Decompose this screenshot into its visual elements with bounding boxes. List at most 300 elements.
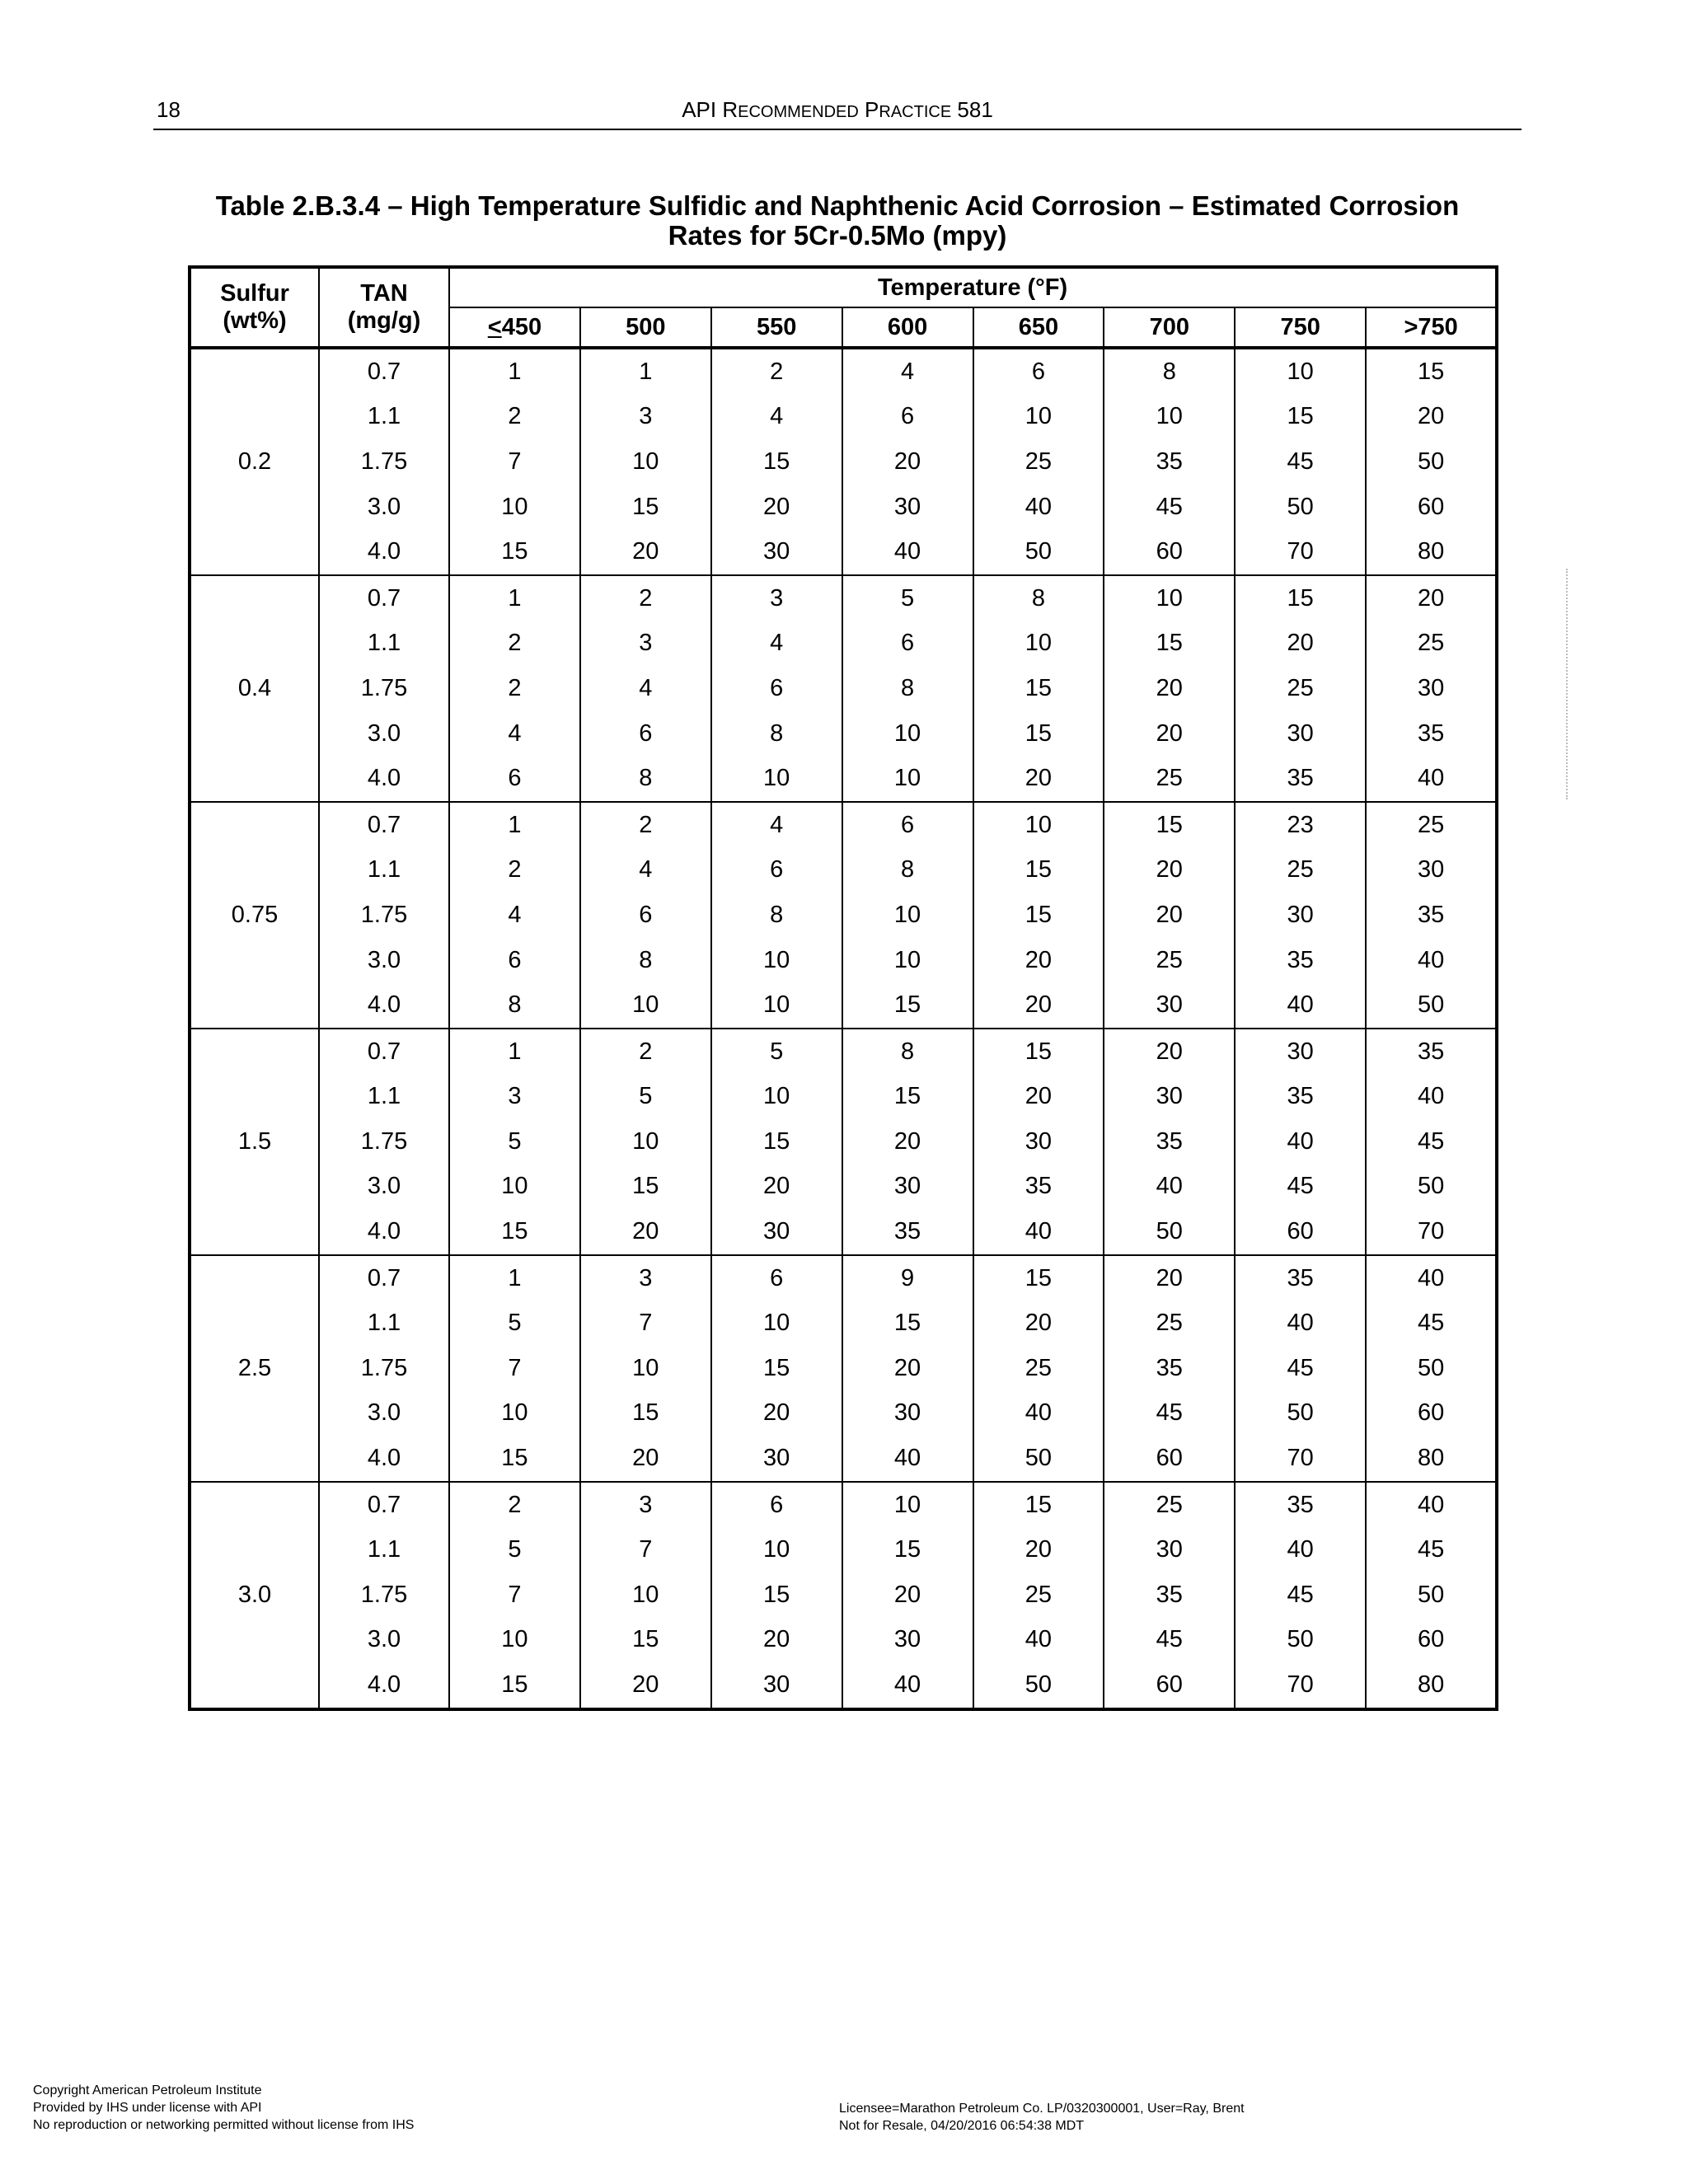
table-title bbox=[153, 191, 1522, 251]
rate-cell: 25 bbox=[1104, 756, 1235, 802]
rate-cell: 25 bbox=[1104, 1301, 1235, 1346]
table-row bbox=[190, 1391, 1497, 1436]
rate-cell: 40 bbox=[842, 529, 973, 575]
rate-cell: 35 bbox=[1366, 893, 1497, 938]
tan-cell: 1.75 bbox=[319, 666, 449, 711]
rate-cell: 70 bbox=[1235, 1662, 1366, 1709]
rate-cell: 2 bbox=[449, 395, 580, 440]
rate-cell: 20 bbox=[580, 1436, 711, 1482]
rate-cell: 50 bbox=[1235, 1618, 1366, 1663]
rate-cell: 80 bbox=[1366, 1662, 1497, 1709]
rate-cell: 8 bbox=[842, 666, 973, 711]
rate-cell: 10 bbox=[973, 621, 1104, 667]
rate-cell: 15 bbox=[842, 982, 973, 1029]
rate-cell: 10 bbox=[449, 1618, 580, 1663]
rate-cell: 4 bbox=[711, 395, 842, 440]
rate-cell: 15 bbox=[580, 1165, 711, 1210]
rate-cell: 5 bbox=[449, 1119, 580, 1165]
tan-cell: 4.0 bbox=[319, 529, 449, 575]
rate-cell: 45 bbox=[1235, 1165, 1366, 1210]
tan-cell: 0.7 bbox=[319, 1029, 449, 1075]
table-row bbox=[190, 1029, 1497, 1075]
rate-cell: 10 bbox=[580, 1346, 711, 1391]
rate-cell: 20 bbox=[580, 1662, 711, 1709]
rate-cell: 40 bbox=[973, 1391, 1104, 1436]
rate-cell: 40 bbox=[842, 1436, 973, 1482]
tan-column-header: TAN (mg/g) bbox=[319, 267, 449, 348]
rate-cell: 35 bbox=[1235, 1075, 1366, 1120]
rate-cell: 3 bbox=[449, 1075, 580, 1120]
rate-cell: 80 bbox=[1366, 1436, 1497, 1482]
rate-cell: 35 bbox=[1366, 1029, 1497, 1075]
rate-cell: 8 bbox=[580, 938, 711, 983]
rate-cell: 20 bbox=[1104, 848, 1235, 893]
table-row bbox=[190, 1436, 1497, 1482]
rate-cell: 35 bbox=[1104, 1572, 1235, 1618]
tan-cell: 1.1 bbox=[319, 848, 449, 893]
rate-cell: 50 bbox=[1235, 485, 1366, 530]
rate-cell: 15 bbox=[1366, 348, 1497, 395]
rate-cell: 40 bbox=[1366, 1255, 1497, 1301]
rate-cell: 20 bbox=[973, 1075, 1104, 1120]
rate-cell: 20 bbox=[842, 1119, 973, 1165]
rate-cell: 3 bbox=[711, 575, 842, 621]
footer-license: Licensee=Marathon Petroleum Co. LP/0320300001, User=Ray, Brent Not for Resale, 04/20/2016 06:54:38 MDT bbox=[839, 2102, 1245, 2133]
table-row bbox=[190, 982, 1497, 1029]
table-row bbox=[190, 711, 1497, 757]
tan-cell: 0.7 bbox=[319, 1482, 449, 1528]
rate-cell: 15 bbox=[711, 1346, 842, 1391]
table-row bbox=[190, 893, 1497, 938]
rate-cell: 7 bbox=[580, 1301, 711, 1346]
rate-cell: 80 bbox=[1366, 529, 1497, 575]
rate-cell: 15 bbox=[580, 1391, 711, 1436]
rate-cell: 10 bbox=[711, 1527, 842, 1572]
rate-cell: 40 bbox=[1235, 1119, 1366, 1165]
rate-cell: 60 bbox=[1235, 1209, 1366, 1255]
rate-cell: 23 bbox=[1235, 802, 1366, 848]
rate-cell: 4 bbox=[711, 621, 842, 667]
rate-cell: 50 bbox=[973, 529, 1104, 575]
tan-cell: 0.7 bbox=[319, 802, 449, 848]
tan-cell: 4.0 bbox=[319, 756, 449, 802]
rate-cell: 30 bbox=[842, 485, 973, 530]
rate-cell: 8 bbox=[842, 848, 973, 893]
sulfur-column-header: Sulfur (wt%) bbox=[190, 267, 319, 348]
rate-cell: 3 bbox=[580, 621, 711, 667]
rate-cell: 8 bbox=[711, 893, 842, 938]
rate-cell: 4 bbox=[580, 848, 711, 893]
rate-cell: 20 bbox=[973, 1301, 1104, 1346]
rate-cell: 15 bbox=[973, 848, 1104, 893]
rate-cell: 20 bbox=[842, 1572, 973, 1618]
rate-cell: 10 bbox=[1235, 348, 1366, 395]
rate-cell: 70 bbox=[1235, 529, 1366, 575]
rate-cell: 20 bbox=[711, 1618, 842, 1663]
rate-cell: 2 bbox=[580, 1029, 711, 1075]
table-row bbox=[190, 485, 1497, 530]
rate-cell: 15 bbox=[449, 1209, 580, 1255]
rate-cell: 15 bbox=[973, 893, 1104, 938]
rate-cell: 8 bbox=[973, 575, 1104, 621]
rate-cell: 15 bbox=[842, 1301, 973, 1346]
tan-cell: 1.75 bbox=[319, 893, 449, 938]
rate-cell: 50 bbox=[1366, 1572, 1497, 1618]
rate-cell: 15 bbox=[973, 711, 1104, 757]
rate-cell: 25 bbox=[973, 1346, 1104, 1391]
rate-cell: 50 bbox=[973, 1436, 1104, 1482]
table-row bbox=[190, 802, 1497, 848]
rate-cell: 40 bbox=[1366, 938, 1497, 983]
rate-cell: 4 bbox=[842, 348, 973, 395]
sulfur-cell: 3.0 bbox=[190, 1482, 319, 1709]
rate-cell: 20 bbox=[1366, 395, 1497, 440]
rate-cell: 40 bbox=[1366, 756, 1497, 802]
rate-cell: 50 bbox=[1104, 1209, 1235, 1255]
rate-cell: 60 bbox=[1104, 1662, 1235, 1709]
rate-cell: 15 bbox=[842, 1075, 973, 1120]
rate-cell: 2 bbox=[711, 348, 842, 395]
table-row bbox=[190, 1165, 1497, 1210]
rate-cell: 20 bbox=[580, 529, 711, 575]
rate-cell: 15 bbox=[580, 1618, 711, 1663]
rate-cell: 10 bbox=[580, 439, 711, 485]
rate-cell: 70 bbox=[1366, 1209, 1497, 1255]
rate-cell: 5 bbox=[842, 575, 973, 621]
table-row bbox=[190, 938, 1497, 983]
tan-cell: 1.1 bbox=[319, 395, 449, 440]
rate-cell: 15 bbox=[580, 485, 711, 530]
rate-cell: 10 bbox=[711, 1301, 842, 1346]
rate-cell: 5 bbox=[449, 1527, 580, 1572]
rate-cell: 8 bbox=[449, 982, 580, 1029]
rate-cell: 25 bbox=[1366, 621, 1497, 667]
temperature-header-cell: 500 bbox=[580, 307, 711, 348]
rate-cell: 15 bbox=[842, 1527, 973, 1572]
rate-cell: 10 bbox=[449, 485, 580, 530]
rate-cell: 7 bbox=[580, 1527, 711, 1572]
rate-cell: 10 bbox=[1104, 395, 1235, 440]
rate-cell: 15 bbox=[1104, 802, 1235, 848]
rate-cell: 8 bbox=[842, 1029, 973, 1075]
rate-cell: 50 bbox=[1235, 1391, 1366, 1436]
rate-cell: 6 bbox=[580, 893, 711, 938]
rate-cell: 40 bbox=[1235, 1527, 1366, 1572]
rate-cell: 20 bbox=[973, 938, 1104, 983]
rate-cell: 10 bbox=[711, 982, 842, 1029]
table-row bbox=[190, 529, 1497, 575]
footer-copyright: Copyright American Petroleum Institute Provided by IHS under license with API No reproduction or networking permitted without license from IHS bbox=[33, 2083, 415, 2132]
tan-cell: 1.1 bbox=[319, 1075, 449, 1120]
table-row bbox=[190, 666, 1497, 711]
rate-cell: 35 bbox=[1235, 1482, 1366, 1528]
table-row bbox=[190, 1618, 1497, 1663]
rate-cell: 10 bbox=[711, 1075, 842, 1120]
sulfur-cell: 1.5 bbox=[190, 1029, 319, 1255]
rate-cell: 7 bbox=[449, 1572, 580, 1618]
rate-cell: 15 bbox=[711, 439, 842, 485]
rate-cell: 45 bbox=[1366, 1119, 1497, 1165]
rate-cell: 1 bbox=[449, 1029, 580, 1075]
rate-cell: 20 bbox=[1104, 1255, 1235, 1301]
tan-cell: 4.0 bbox=[319, 1662, 449, 1709]
rate-cell: 2 bbox=[449, 621, 580, 667]
rate-cell: 20 bbox=[973, 1527, 1104, 1572]
rate-cell: 5 bbox=[449, 1301, 580, 1346]
rate-cell: 70 bbox=[1235, 1436, 1366, 1482]
sulfur-cell: 0.4 bbox=[190, 575, 319, 802]
rate-cell: 9 bbox=[842, 1255, 973, 1301]
rate-cell: 2 bbox=[449, 848, 580, 893]
table-row bbox=[190, 575, 1497, 621]
rate-cell: 10 bbox=[842, 756, 973, 802]
rate-cell: 35 bbox=[973, 1165, 1104, 1210]
rate-cell: 7 bbox=[449, 439, 580, 485]
rate-cell: 3 bbox=[580, 1482, 711, 1528]
rate-cell: 10 bbox=[711, 938, 842, 983]
rate-cell: 25 bbox=[973, 1572, 1104, 1618]
tan-cell: 1.1 bbox=[319, 1527, 449, 1572]
rate-cell: 60 bbox=[1366, 1391, 1497, 1436]
rate-cell: 35 bbox=[842, 1209, 973, 1255]
rate-cell: 50 bbox=[1366, 439, 1497, 485]
rate-cell: 30 bbox=[1104, 1527, 1235, 1572]
rate-cell: 45 bbox=[1104, 485, 1235, 530]
rate-cell: 35 bbox=[1104, 439, 1235, 485]
rate-cell: 25 bbox=[1104, 938, 1235, 983]
rate-cell: 35 bbox=[1235, 1255, 1366, 1301]
rate-cell: 4 bbox=[711, 802, 842, 848]
tan-cell: 3.0 bbox=[319, 711, 449, 757]
rate-cell: 30 bbox=[1366, 666, 1497, 711]
rate-cell: 15 bbox=[449, 529, 580, 575]
rate-cell: 40 bbox=[973, 485, 1104, 530]
tan-cell: 3.0 bbox=[319, 1618, 449, 1663]
tan-cell: 1.75 bbox=[319, 439, 449, 485]
temperature-header-cell: >750 bbox=[1366, 307, 1497, 348]
rate-cell: 2 bbox=[449, 1482, 580, 1528]
rate-cell: 15 bbox=[973, 1255, 1104, 1301]
rate-cell: 20 bbox=[1104, 893, 1235, 938]
table-row bbox=[190, 848, 1497, 893]
tan-cell: 0.7 bbox=[319, 1255, 449, 1301]
tan-cell: 3.0 bbox=[319, 1165, 449, 1210]
rate-cell: 6 bbox=[449, 938, 580, 983]
page-number: 18 bbox=[157, 97, 181, 122]
tan-cell: 1.75 bbox=[319, 1119, 449, 1165]
rate-cell: 15 bbox=[449, 1662, 580, 1709]
table-row bbox=[190, 1527, 1497, 1572]
rate-cell: 40 bbox=[842, 1662, 973, 1709]
rate-cell: 60 bbox=[1366, 1618, 1497, 1663]
rate-cell: 6 bbox=[842, 802, 973, 848]
rate-cell: 6 bbox=[580, 711, 711, 757]
rate-cell: 1 bbox=[580, 348, 711, 395]
rate-cell: 40 bbox=[973, 1618, 1104, 1663]
rate-cell: 6 bbox=[973, 348, 1104, 395]
rate-cell: 35 bbox=[1366, 711, 1497, 757]
rate-cell: 40 bbox=[1235, 1301, 1366, 1346]
rate-cell: 20 bbox=[1104, 711, 1235, 757]
table-row bbox=[190, 1119, 1497, 1165]
rate-cell: 8 bbox=[1104, 348, 1235, 395]
rate-cell: 25 bbox=[1104, 1482, 1235, 1528]
rate-cell: 30 bbox=[711, 1662, 842, 1709]
temperature-header-cell: 600 bbox=[842, 307, 973, 348]
rate-cell: 50 bbox=[1366, 1165, 1497, 1210]
rate-cell: 10 bbox=[973, 802, 1104, 848]
table-row bbox=[190, 1346, 1497, 1391]
rate-cell: 45 bbox=[1235, 439, 1366, 485]
rate-cell: 7 bbox=[449, 1346, 580, 1391]
rate-cell: 35 bbox=[1104, 1346, 1235, 1391]
rate-cell: 4 bbox=[580, 666, 711, 711]
rate-cell: 5 bbox=[711, 1029, 842, 1075]
rate-cell: 30 bbox=[842, 1165, 973, 1210]
rate-cell: 6 bbox=[842, 395, 973, 440]
rate-cell: 40 bbox=[1366, 1075, 1497, 1120]
rate-cell: 50 bbox=[1366, 1346, 1497, 1391]
rate-cell: 15 bbox=[1235, 575, 1366, 621]
rate-cell: 20 bbox=[842, 1346, 973, 1391]
rate-cell: 15 bbox=[711, 1572, 842, 1618]
margin-mark bbox=[1566, 569, 1573, 799]
rate-cell: 10 bbox=[1104, 575, 1235, 621]
rate-cell: 30 bbox=[1104, 1075, 1235, 1120]
rate-cell: 30 bbox=[711, 529, 842, 575]
rate-cell: 1 bbox=[449, 1255, 580, 1301]
table-title-line2: Rates for 5Cr-0.5Mo (mpy) bbox=[668, 220, 1007, 251]
rate-cell: 10 bbox=[711, 756, 842, 802]
rate-cell: 30 bbox=[1235, 1029, 1366, 1075]
rate-cell: 30 bbox=[1235, 893, 1366, 938]
temperature-header-cell: 750 bbox=[1235, 307, 1366, 348]
tan-cell: 1.75 bbox=[319, 1346, 449, 1391]
rate-cell: 35 bbox=[1104, 1119, 1235, 1165]
rate-cell: 10 bbox=[842, 1482, 973, 1528]
temperature-header-cell: 700 bbox=[1104, 307, 1235, 348]
sulfur-cell: 2.5 bbox=[190, 1255, 319, 1482]
rate-cell: 30 bbox=[1235, 711, 1366, 757]
rate-cell: 45 bbox=[1104, 1618, 1235, 1663]
rate-cell: 8 bbox=[711, 711, 842, 757]
rate-cell: 25 bbox=[973, 439, 1104, 485]
rate-cell: 30 bbox=[842, 1391, 973, 1436]
rate-cell: 15 bbox=[973, 666, 1104, 711]
tan-cell: 1.1 bbox=[319, 1301, 449, 1346]
rate-cell: 20 bbox=[973, 756, 1104, 802]
rate-cell: 20 bbox=[1104, 1029, 1235, 1075]
rate-cell: 50 bbox=[1366, 982, 1497, 1029]
tan-cell: 3.0 bbox=[319, 938, 449, 983]
rate-cell: 10 bbox=[580, 1572, 711, 1618]
rate-cell: 35 bbox=[1235, 756, 1366, 802]
table-title-line1: Table 2.B.3.4 – High Temperature Sulfidic and Naphthenic Acid Corrosion – Estimated Corrosion bbox=[215, 190, 1460, 221]
temperature-header-cell: 550 bbox=[711, 307, 842, 348]
table-row bbox=[190, 1482, 1497, 1528]
rate-cell: 60 bbox=[1104, 1436, 1235, 1482]
page-header bbox=[153, 97, 1522, 130]
rate-cell: 40 bbox=[1366, 1482, 1497, 1528]
rate-cell: 15 bbox=[711, 1119, 842, 1165]
rate-cell: 6 bbox=[711, 666, 842, 711]
tan-cell: 0.7 bbox=[319, 575, 449, 621]
rate-cell: 20 bbox=[1366, 575, 1497, 621]
rate-cell: 15 bbox=[973, 1029, 1104, 1075]
rate-cell: 4 bbox=[449, 711, 580, 757]
rate-cell: 45 bbox=[1235, 1346, 1366, 1391]
rate-cell: 25 bbox=[1235, 666, 1366, 711]
tan-cell: 3.0 bbox=[319, 485, 449, 530]
rate-cell: 45 bbox=[1366, 1301, 1497, 1346]
table-row bbox=[190, 1075, 1497, 1120]
rate-cell: 1 bbox=[449, 575, 580, 621]
rate-cell: 30 bbox=[842, 1618, 973, 1663]
rate-cell: 5 bbox=[580, 1075, 711, 1120]
rate-cell: 10 bbox=[449, 1165, 580, 1210]
table-row bbox=[190, 1209, 1497, 1255]
table-row bbox=[190, 1255, 1497, 1301]
rate-cell: 10 bbox=[842, 938, 973, 983]
rate-cell: 30 bbox=[1366, 848, 1497, 893]
rate-cell: 6 bbox=[711, 848, 842, 893]
rate-cell: 6 bbox=[842, 621, 973, 667]
table-row bbox=[190, 621, 1497, 667]
rate-cell: 20 bbox=[1235, 621, 1366, 667]
sulfur-cell: 0.75 bbox=[190, 802, 319, 1029]
rate-cell: 15 bbox=[1235, 395, 1366, 440]
rate-cell: 2 bbox=[580, 802, 711, 848]
rate-cell: 10 bbox=[973, 395, 1104, 440]
table-row bbox=[190, 1662, 1497, 1709]
rate-cell: 45 bbox=[1235, 1572, 1366, 1618]
rate-cell: 50 bbox=[973, 1662, 1104, 1709]
rate-cell: 20 bbox=[711, 1165, 842, 1210]
rate-cell: 20 bbox=[842, 439, 973, 485]
sulfur-cell: 0.2 bbox=[190, 348, 319, 575]
tan-cell: 4.0 bbox=[319, 982, 449, 1029]
corrosion-rate-table bbox=[188, 265, 1498, 1711]
temperature-header-cell: <450 bbox=[449, 307, 580, 348]
rate-cell: 15 bbox=[1104, 621, 1235, 667]
rate-cell: 10 bbox=[449, 1391, 580, 1436]
rate-cell: 60 bbox=[1104, 529, 1235, 575]
rate-cell: 40 bbox=[973, 1209, 1104, 1255]
rate-cell: 6 bbox=[711, 1255, 842, 1301]
rate-cell: 6 bbox=[711, 1482, 842, 1528]
rate-cell: 40 bbox=[1235, 982, 1366, 1029]
table-row bbox=[190, 348, 1497, 395]
rate-cell: 60 bbox=[1366, 485, 1497, 530]
rate-cell: 25 bbox=[1235, 848, 1366, 893]
rate-cell: 2 bbox=[580, 575, 711, 621]
rate-cell: 25 bbox=[1366, 802, 1497, 848]
temperature-column-header: Temperature (°F) bbox=[449, 267, 1497, 307]
table-body bbox=[190, 348, 1497, 1709]
rate-cell: 10 bbox=[580, 982, 711, 1029]
rate-cell: 20 bbox=[711, 485, 842, 530]
rate-cell: 35 bbox=[1235, 938, 1366, 983]
tan-cell: 1.1 bbox=[319, 621, 449, 667]
table-row bbox=[190, 439, 1497, 485]
table-row bbox=[190, 395, 1497, 440]
table-row bbox=[190, 1301, 1497, 1346]
tan-cell: 0.7 bbox=[319, 348, 449, 395]
tan-cell: 4.0 bbox=[319, 1209, 449, 1255]
rate-cell: 10 bbox=[842, 893, 973, 938]
rate-cell: 20 bbox=[580, 1209, 711, 1255]
rate-cell: 30 bbox=[1104, 982, 1235, 1029]
